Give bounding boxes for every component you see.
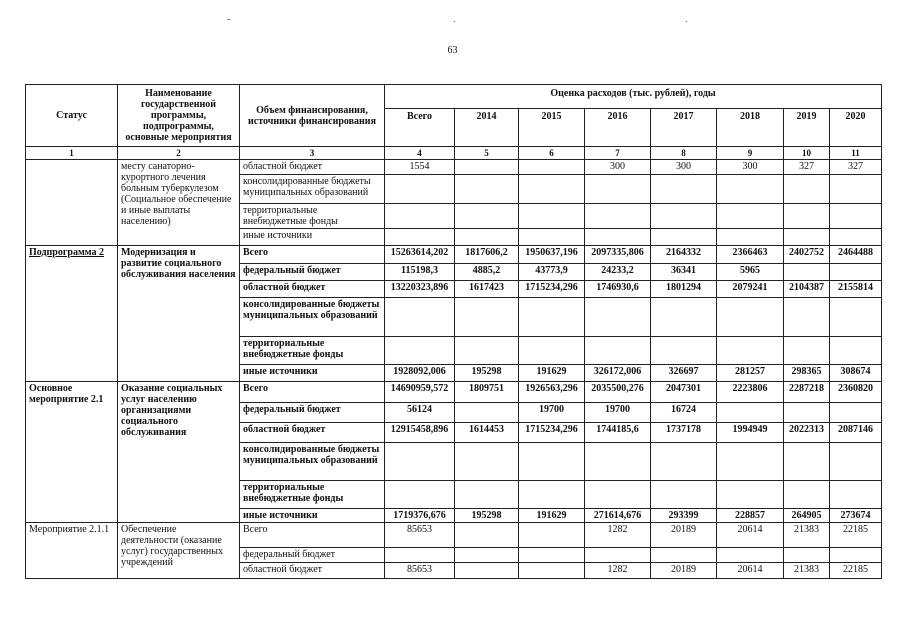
year-amount-cell bbox=[784, 204, 830, 229]
year-amount-cell bbox=[784, 298, 830, 337]
year-amount-cell: 2097335,806 bbox=[585, 246, 651, 264]
funding-source-cell: федеральный бюджет bbox=[240, 403, 385, 423]
year-amount-cell: 327 bbox=[830, 160, 882, 175]
year-amount-cell bbox=[717, 481, 784, 509]
year-amount-cell bbox=[585, 481, 651, 509]
year-amount-cell bbox=[455, 204, 519, 229]
year-amount-cell bbox=[784, 229, 830, 246]
year-amount-cell: 36341 bbox=[651, 264, 717, 281]
year-amount-cell bbox=[651, 337, 717, 365]
total-amount-cell: 85653 bbox=[385, 563, 455, 579]
year-amount-cell: 1994949 bbox=[717, 423, 784, 443]
year-amount-cell bbox=[717, 229, 784, 246]
year-amount-cell bbox=[455, 160, 519, 175]
year-amount-cell: 2223806 bbox=[717, 382, 784, 403]
year-amount-cell bbox=[651, 481, 717, 509]
year-amount-cell: 1282 bbox=[585, 563, 651, 579]
year-amount-cell bbox=[784, 443, 830, 481]
year-amount-cell bbox=[519, 204, 585, 229]
year-amount-cell bbox=[717, 548, 784, 563]
year-amount-cell: 191629 bbox=[519, 509, 585, 523]
total-amount-cell bbox=[385, 337, 455, 365]
year-amount-cell bbox=[830, 403, 882, 423]
funding-source-cell: областной бюджет bbox=[240, 563, 385, 579]
year-amount-cell: 4885,2 bbox=[455, 264, 519, 281]
year-amount-cell bbox=[830, 337, 882, 365]
funding-source-cell: федеральный бюджет bbox=[240, 264, 385, 281]
year-amount-cell bbox=[585, 229, 651, 246]
year-amount-cell: 1950637,196 bbox=[519, 246, 585, 264]
total-amount-cell bbox=[385, 229, 455, 246]
total-amount-cell bbox=[385, 204, 455, 229]
total-amount-cell bbox=[385, 548, 455, 563]
year-amount-cell: 1809751 bbox=[455, 382, 519, 403]
year-amount-cell: 271614,676 bbox=[585, 509, 651, 523]
header-year: 2019 bbox=[784, 109, 830, 147]
funding-source-cell: консолидированные бюджеты муниципальных образований bbox=[240, 298, 385, 337]
program-name-cell: Оказание социальных услуг населению организациями социального обслуживания bbox=[118, 382, 240, 523]
page-number: 63 bbox=[447, 45, 458, 56]
total-amount-cell: 14690959,572 bbox=[385, 382, 455, 403]
column-number: 8 bbox=[651, 147, 717, 160]
header-total: Всего bbox=[385, 109, 455, 147]
total-amount-cell: 56124 bbox=[385, 403, 455, 423]
table-row bbox=[26, 160, 882, 175]
total-amount-cell bbox=[385, 175, 455, 204]
year-amount-cell: 195298 bbox=[455, 365, 519, 382]
year-amount-cell: 2402752 bbox=[784, 246, 830, 264]
header-year: 2016 bbox=[585, 109, 651, 147]
year-amount-cell bbox=[784, 175, 830, 204]
table-row bbox=[26, 246, 882, 264]
year-amount-cell bbox=[455, 548, 519, 563]
year-amount-cell: 2047301 bbox=[651, 382, 717, 403]
year-amount-cell bbox=[717, 175, 784, 204]
year-amount-cell: 1744185,6 bbox=[585, 423, 651, 443]
year-amount-cell: 2104387 bbox=[784, 281, 830, 298]
year-amount-cell: 16724 bbox=[651, 403, 717, 423]
year-amount-cell: 300 bbox=[585, 160, 651, 175]
year-amount-cell: 20614 bbox=[717, 563, 784, 579]
total-amount-cell: 12915458,896 bbox=[385, 423, 455, 443]
year-amount-cell: 43773,9 bbox=[519, 264, 585, 281]
year-amount-cell: 22185 bbox=[830, 563, 882, 579]
funding-source-cell: территориальные внебюджетные фонды bbox=[240, 481, 385, 509]
column-number: 5 bbox=[455, 147, 519, 160]
status-cell: Основное мероприятие 2.1 bbox=[26, 382, 118, 523]
header-year: 2015 bbox=[519, 109, 585, 147]
year-amount-cell: 1282 bbox=[585, 523, 651, 548]
year-amount-cell bbox=[784, 337, 830, 365]
year-amount-cell: 19700 bbox=[585, 403, 651, 423]
year-amount-cell bbox=[455, 175, 519, 204]
status-cell: Подпрограмма 2 bbox=[26, 246, 118, 382]
year-amount-cell bbox=[519, 443, 585, 481]
year-amount-cell: 298365 bbox=[784, 365, 830, 382]
year-amount-cell bbox=[519, 175, 585, 204]
year-amount-cell bbox=[717, 337, 784, 365]
year-amount-cell: 19700 bbox=[519, 403, 585, 423]
total-amount-cell bbox=[385, 481, 455, 509]
program-name-cell: месту санаторно-курортного лечения больным туберкулезом (Социальное обеспечение и иные выплаты населению) bbox=[118, 160, 240, 246]
year-amount-cell: 1737178 bbox=[651, 423, 717, 443]
year-amount-cell: 2079241 bbox=[717, 281, 784, 298]
funding-source-cell: областной бюджет bbox=[240, 423, 385, 443]
column-number: 1 bbox=[26, 147, 118, 160]
funding-source-cell: федеральный бюджет bbox=[240, 548, 385, 563]
header-year: 2018 bbox=[717, 109, 784, 147]
year-amount-cell: 2464488 bbox=[830, 246, 882, 264]
year-amount-cell bbox=[784, 481, 830, 509]
year-amount-cell bbox=[455, 337, 519, 365]
header-year: 2020 bbox=[830, 109, 882, 147]
header-year: 2017 bbox=[651, 109, 717, 147]
year-amount-cell bbox=[830, 481, 882, 509]
funding-source-cell: областной бюджет bbox=[240, 160, 385, 175]
year-amount-cell: 1746930,6 bbox=[585, 281, 651, 298]
year-amount-cell: 2155814 bbox=[830, 281, 882, 298]
year-amount-cell: 293399 bbox=[651, 509, 717, 523]
total-amount-cell: 115198,3 bbox=[385, 264, 455, 281]
year-amount-cell bbox=[651, 443, 717, 481]
year-amount-cell: 300 bbox=[651, 160, 717, 175]
funding-source-cell: иные источники bbox=[240, 229, 385, 246]
total-amount-cell bbox=[385, 298, 455, 337]
total-amount-cell bbox=[385, 443, 455, 481]
year-amount-cell: 5965 bbox=[717, 264, 784, 281]
year-amount-cell bbox=[784, 548, 830, 563]
year-amount-cell bbox=[784, 264, 830, 281]
year-amount-cell: 327 bbox=[784, 160, 830, 175]
year-amount-cell bbox=[651, 298, 717, 337]
year-amount-cell: 1715234,296 bbox=[519, 423, 585, 443]
column-number: 7 bbox=[585, 147, 651, 160]
column-number: 4 bbox=[385, 147, 455, 160]
year-amount-cell bbox=[651, 175, 717, 204]
year-amount-cell bbox=[830, 204, 882, 229]
year-amount-cell bbox=[455, 229, 519, 246]
year-amount-cell bbox=[519, 229, 585, 246]
header-year: 2014 bbox=[455, 109, 519, 147]
year-amount-cell: 2035500,276 bbox=[585, 382, 651, 403]
funding-source-cell: консолидированные бюджеты муниципальных образований bbox=[240, 443, 385, 481]
column-number: 2 bbox=[118, 147, 240, 160]
year-amount-cell: 326697 bbox=[651, 365, 717, 382]
year-amount-cell bbox=[830, 443, 882, 481]
year-amount-cell bbox=[455, 403, 519, 423]
scan-mark: . bbox=[685, 14, 688, 25]
total-amount-cell: 1554 bbox=[385, 160, 455, 175]
year-amount-cell bbox=[519, 298, 585, 337]
year-amount-cell bbox=[651, 204, 717, 229]
table-header bbox=[26, 85, 882, 160]
status-cell bbox=[26, 160, 118, 246]
year-amount-cell bbox=[830, 175, 882, 204]
status-cell: Мероприятие 2.1.1 bbox=[26, 523, 118, 579]
header-source: Объем финансирования, источники финансирования bbox=[240, 85, 385, 147]
scan-mark: . bbox=[453, 14, 456, 25]
table-body bbox=[26, 160, 882, 579]
year-amount-cell: 1926563,296 bbox=[519, 382, 585, 403]
year-amount-cell bbox=[519, 481, 585, 509]
year-amount-cell bbox=[717, 443, 784, 481]
column-number: 11 bbox=[830, 147, 882, 160]
year-amount-cell bbox=[519, 563, 585, 579]
scan-mark: - bbox=[227, 14, 231, 25]
funding-source-cell: территориальные внебюджетные фонды bbox=[240, 204, 385, 229]
year-amount-cell bbox=[585, 298, 651, 337]
year-amount-cell: 1614453 bbox=[455, 423, 519, 443]
year-amount-cell bbox=[455, 523, 519, 548]
year-amount-cell bbox=[651, 548, 717, 563]
year-amount-cell bbox=[455, 443, 519, 481]
table-row bbox=[26, 382, 882, 403]
year-amount-cell bbox=[519, 548, 585, 563]
year-amount-cell: 264905 bbox=[784, 509, 830, 523]
year-amount-cell bbox=[717, 403, 784, 423]
year-amount-cell bbox=[455, 298, 519, 337]
funding-source-cell: консолидированные бюджеты муниципальных образований bbox=[240, 175, 385, 204]
year-amount-cell: 228857 bbox=[717, 509, 784, 523]
funding-source-cell: иные источники bbox=[240, 365, 385, 382]
year-amount-cell bbox=[830, 548, 882, 563]
year-amount-cell: 1617423 bbox=[455, 281, 519, 298]
year-amount-cell: 1801294 bbox=[651, 281, 717, 298]
year-amount-cell bbox=[585, 175, 651, 204]
funding-source-cell: Всего bbox=[240, 246, 385, 264]
year-amount-cell bbox=[585, 204, 651, 229]
year-amount-cell bbox=[830, 229, 882, 246]
funding-source-cell: Всего bbox=[240, 382, 385, 403]
program-name-cell: Обеспечение деятельности (оказание услуг) государственных учреждений bbox=[118, 523, 240, 579]
total-amount-cell: 13220323,896 bbox=[385, 281, 455, 298]
year-amount-cell: 308674 bbox=[830, 365, 882, 382]
column-number: 6 bbox=[519, 147, 585, 160]
column-number: 10 bbox=[784, 147, 830, 160]
year-amount-cell: 281257 bbox=[717, 365, 784, 382]
year-amount-cell bbox=[830, 264, 882, 281]
year-amount-cell bbox=[519, 337, 585, 365]
year-amount-cell bbox=[585, 548, 651, 563]
funding-source-cell: Всего bbox=[240, 523, 385, 548]
table-row bbox=[26, 523, 882, 548]
funding-source-cell: иные источники bbox=[240, 509, 385, 523]
year-amount-cell: 2366463 bbox=[717, 246, 784, 264]
year-amount-cell bbox=[455, 481, 519, 509]
funding-source-cell: территориальные внебюджетные фонды bbox=[240, 337, 385, 365]
year-amount-cell bbox=[830, 298, 882, 337]
year-amount-cell bbox=[585, 443, 651, 481]
column-number: 9 bbox=[717, 147, 784, 160]
year-amount-cell: 300 bbox=[717, 160, 784, 175]
year-amount-cell: 20189 bbox=[651, 523, 717, 548]
year-amount-cell bbox=[585, 337, 651, 365]
year-amount-cell: 2087146 bbox=[830, 423, 882, 443]
header-status: Статус bbox=[26, 85, 118, 147]
year-amount-cell: 2164332 bbox=[651, 246, 717, 264]
total-amount-cell: 1928092,006 bbox=[385, 365, 455, 382]
year-amount-cell: 195298 bbox=[455, 509, 519, 523]
total-amount-cell: 15263614,202 bbox=[385, 246, 455, 264]
total-amount-cell: 85653 bbox=[385, 523, 455, 548]
year-amount-cell: 2022313 bbox=[784, 423, 830, 443]
year-amount-cell bbox=[519, 160, 585, 175]
header-expenses: Оценка расходов (тыс. рублей), годы bbox=[385, 85, 882, 109]
year-amount-cell bbox=[784, 403, 830, 423]
column-number: 3 bbox=[240, 147, 385, 160]
year-amount-cell: 2360820 bbox=[830, 382, 882, 403]
year-amount-cell: 1817606,2 bbox=[455, 246, 519, 264]
total-amount-cell: 1719376,676 bbox=[385, 509, 455, 523]
year-amount-cell: 2287218 bbox=[784, 382, 830, 403]
year-amount-cell: 1715234,296 bbox=[519, 281, 585, 298]
funding-source-cell: областной бюджет bbox=[240, 281, 385, 298]
program-name-cell: Модернизация и развитие социального обслуживания населения bbox=[118, 246, 240, 382]
year-amount-cell bbox=[651, 229, 717, 246]
year-amount-cell: 20614 bbox=[717, 523, 784, 548]
year-amount-cell: 21383 bbox=[784, 563, 830, 579]
header-name: Наименование государственной программы, подпрограммы, основные мероприятия bbox=[118, 85, 240, 147]
year-amount-cell: 326172,006 bbox=[585, 365, 651, 382]
year-amount-cell: 22185 bbox=[830, 523, 882, 548]
year-amount-cell: 20189 bbox=[651, 563, 717, 579]
year-amount-cell: 24233,2 bbox=[585, 264, 651, 281]
budget-table bbox=[25, 84, 882, 579]
year-amount-cell: 191629 bbox=[519, 365, 585, 382]
year-amount-cell: 21383 bbox=[784, 523, 830, 548]
year-amount-cell bbox=[717, 298, 784, 337]
year-amount-cell bbox=[455, 563, 519, 579]
year-amount-cell: 273674 bbox=[830, 509, 882, 523]
year-amount-cell bbox=[519, 523, 585, 548]
year-amount-cell bbox=[717, 204, 784, 229]
